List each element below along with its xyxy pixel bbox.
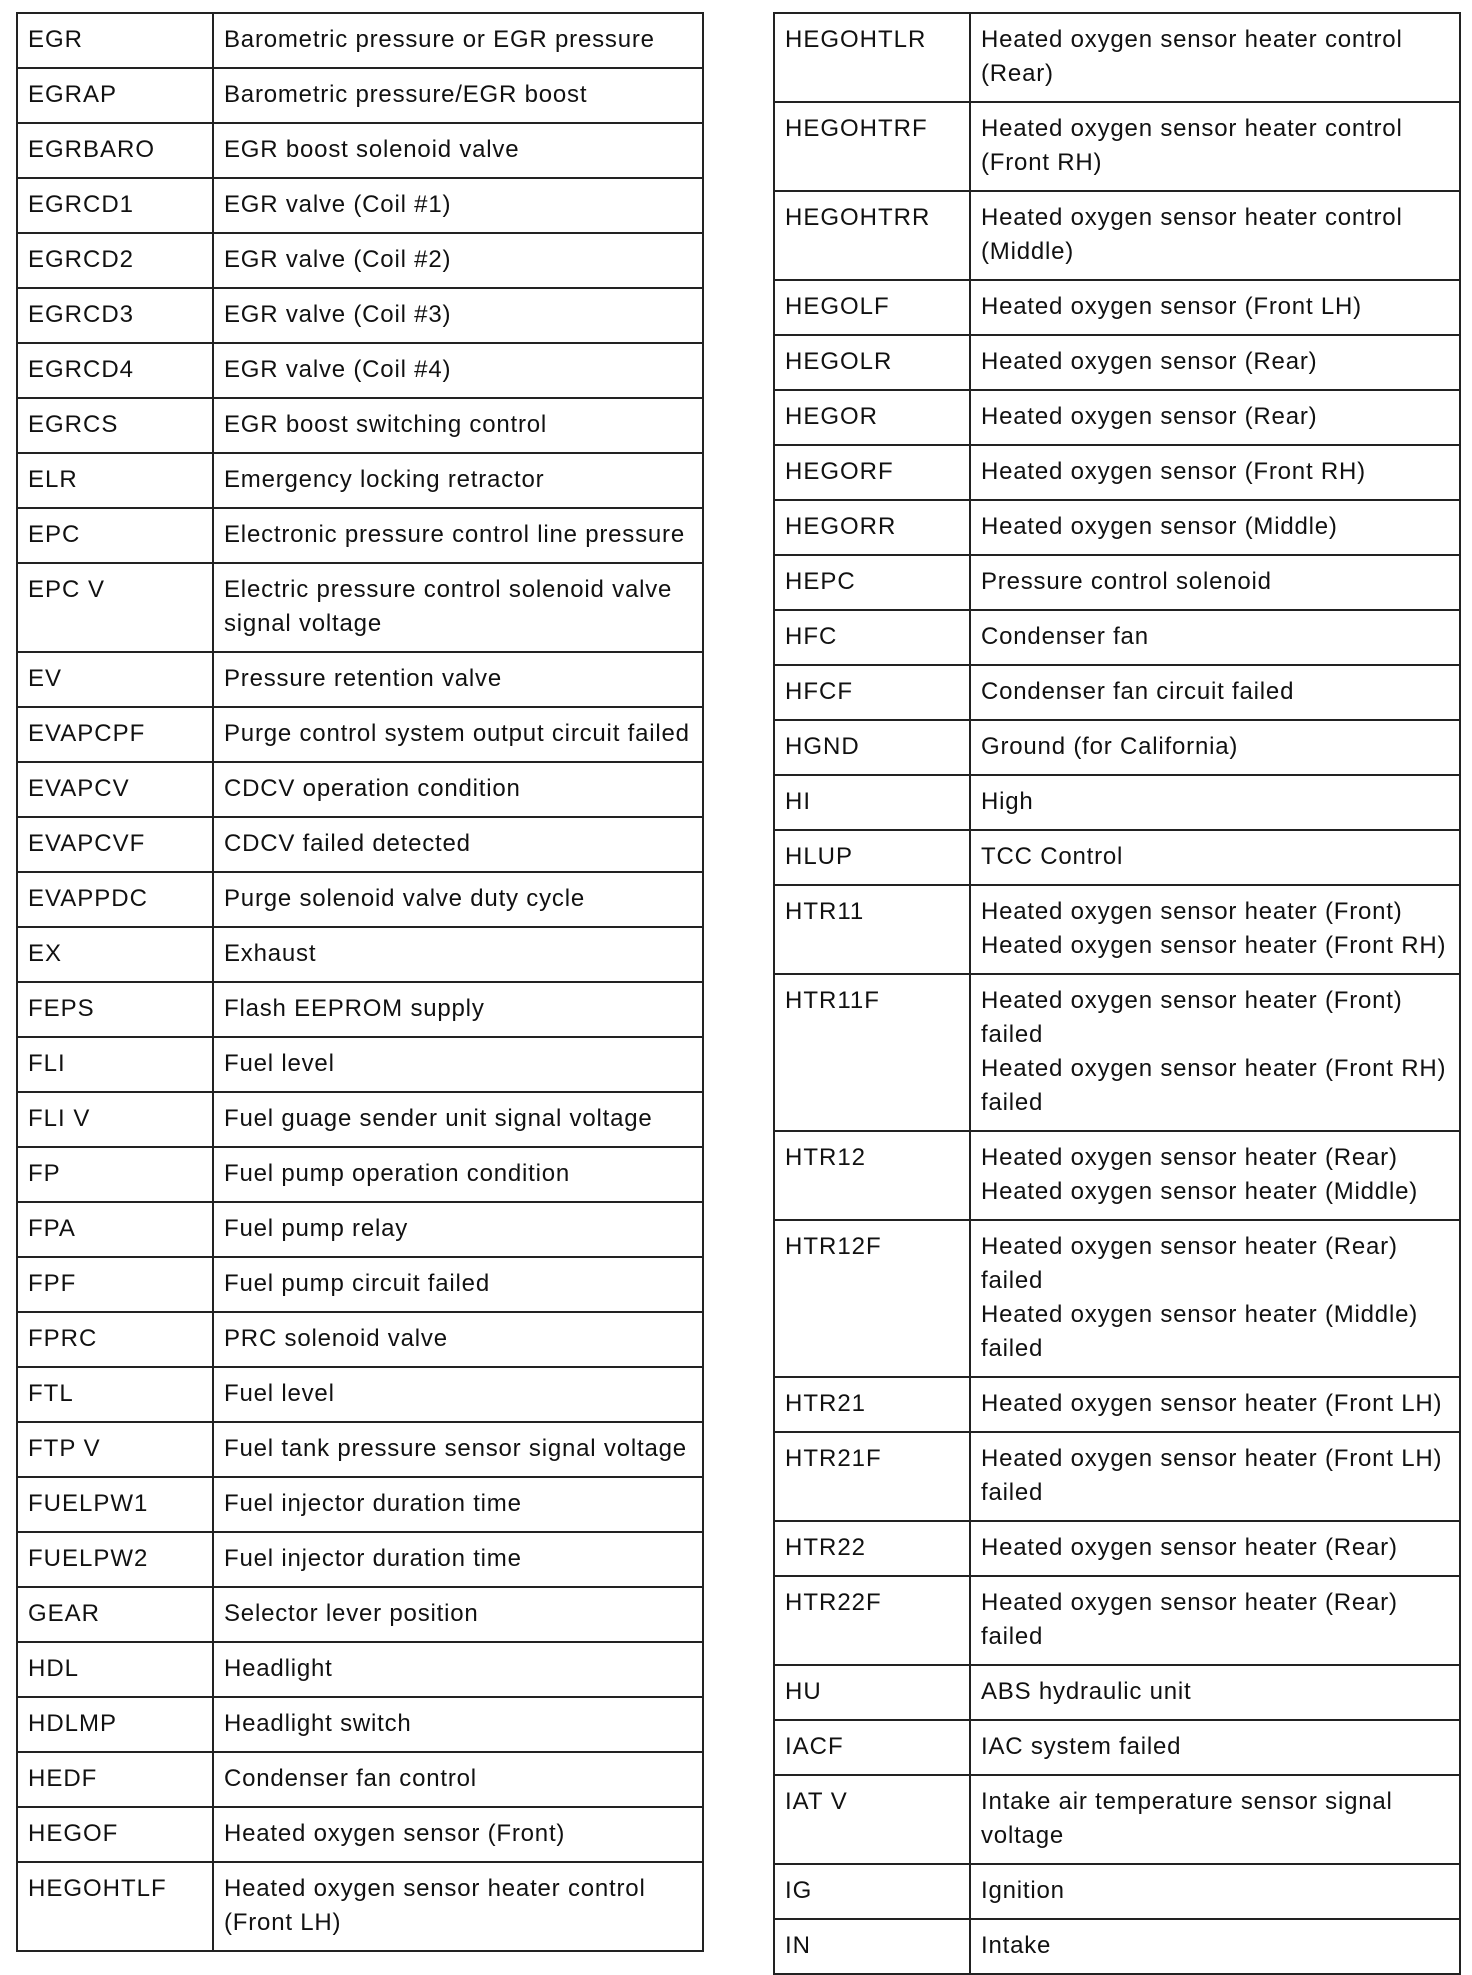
- abbreviation-cell: FP: [17, 1147, 213, 1202]
- table-row: [17, 508, 703, 563]
- table-row: [774, 1919, 1460, 1974]
- abbreviation-cell: HFCF: [774, 665, 970, 720]
- abbreviation-cell: EGRAP: [17, 68, 213, 123]
- description-cell: Condenser fan circuit failed: [970, 665, 1460, 720]
- description-cell: Intake: [970, 1919, 1460, 1974]
- description-cell: Heated oxygen sensor heater control (Rear): [970, 13, 1460, 102]
- abbreviation-cell: FTL: [17, 1367, 213, 1422]
- table-row: [17, 453, 703, 508]
- abbreviation-cell: EGRCD4: [17, 343, 213, 398]
- abbreviation-cell: EGRCD1: [17, 178, 213, 233]
- description-cell: Barometric pressure/EGR boost: [213, 68, 703, 123]
- description-cell: CDCV failed detected: [213, 817, 703, 872]
- description-cell: Fuel injector duration time: [213, 1532, 703, 1587]
- table-row: [774, 1521, 1460, 1576]
- abbreviation-cell: HTR22F: [774, 1576, 970, 1665]
- description-cell: High: [970, 775, 1460, 830]
- table-row: [774, 555, 1460, 610]
- description-cell: Intake air temperature sensor signal voltage: [970, 1775, 1460, 1864]
- description-cell: TCC Control: [970, 830, 1460, 885]
- description-cell: Heated oxygen sensor (Front LH): [970, 280, 1460, 335]
- abbreviation-cell: EGR: [17, 13, 213, 68]
- description-cell: Pressure control solenoid: [970, 555, 1460, 610]
- abbreviation-table-left: [16, 12, 704, 1952]
- description-cell: Heated oxygen sensor heater (Front) Heated oxygen sensor heater (Front RH): [970, 885, 1460, 974]
- description-cell: Condenser fan: [970, 610, 1460, 665]
- abbreviation-cell: HTR12: [774, 1131, 970, 1220]
- table-row: [774, 885, 1460, 974]
- abbreviation-cell: HDLMP: [17, 1697, 213, 1752]
- abbreviation-cell: HEGOF: [17, 1807, 213, 1862]
- abbreviation-cell: EVAPCV: [17, 762, 213, 817]
- abbreviation-cell: HEGOHTLF: [17, 1862, 213, 1951]
- description-cell: Fuel tank pressure sensor signal voltage: [213, 1422, 703, 1477]
- abbreviation-cell: EPC V: [17, 563, 213, 652]
- abbreviation-cell: FEPS: [17, 982, 213, 1037]
- description-cell: Headlight: [213, 1642, 703, 1697]
- table-row: [17, 1532, 703, 1587]
- description-cell: Ground (for California): [970, 720, 1460, 775]
- description-cell: EGR boost solenoid valve: [213, 123, 703, 178]
- table-row: [17, 982, 703, 1037]
- description-cell: Heated oxygen sensor heater (Rear) failed Heated oxygen sensor heater (Middle) failed: [970, 1220, 1460, 1377]
- table-row: [17, 652, 703, 707]
- abbreviation-cell: FPF: [17, 1257, 213, 1312]
- description-cell: Heated oxygen sensor heater (Front LH): [970, 1377, 1460, 1432]
- abbreviation-cell: HFC: [774, 610, 970, 665]
- table-row: [774, 500, 1460, 555]
- abbreviation-cell: HTR22: [774, 1521, 970, 1576]
- table-row: [774, 390, 1460, 445]
- abbreviation-cell: EPC: [17, 508, 213, 563]
- description-cell: Heated oxygen sensor heater control (Front RH): [970, 102, 1460, 191]
- abbreviation-cell: FPA: [17, 1202, 213, 1257]
- table-row: [17, 762, 703, 817]
- description-cell: Exhaust: [213, 927, 703, 982]
- description-cell: Selector lever position: [213, 1587, 703, 1642]
- description-cell: EGR valve (Coil #1): [213, 178, 703, 233]
- description-cell: Flash EEPROM supply: [213, 982, 703, 1037]
- table-row: [774, 335, 1460, 390]
- abbreviation-cell: HEDF: [17, 1752, 213, 1807]
- table-row: [774, 1665, 1460, 1720]
- table-row: [17, 1752, 703, 1807]
- table-row: [774, 1131, 1460, 1220]
- description-cell: Heated oxygen sensor heater (Rear) failed: [970, 1576, 1460, 1665]
- table-row: [17, 1367, 703, 1422]
- abbreviation-cell: HEGORR: [774, 500, 970, 555]
- abbreviation-cell: EGRCS: [17, 398, 213, 453]
- description-cell: Ignition: [970, 1864, 1460, 1919]
- description-cell: Fuel level: [213, 1037, 703, 1092]
- abbreviation-cell: EGRCD2: [17, 233, 213, 288]
- description-cell: Heated oxygen sensor heater (Rear) Heated oxygen sensor heater (Middle): [970, 1131, 1460, 1220]
- abbreviation-cell: EX: [17, 927, 213, 982]
- description-cell: Barometric pressure or EGR pressure: [213, 13, 703, 68]
- abbreviation-cell: IACF: [774, 1720, 970, 1775]
- abbreviation-cell: EVAPPDC: [17, 872, 213, 927]
- abbreviation-cell: FTP V: [17, 1422, 213, 1477]
- description-cell: Electric pressure control solenoid valve signal voltage: [213, 563, 703, 652]
- abbreviation-cell: EV: [17, 652, 213, 707]
- table-row: [774, 1720, 1460, 1775]
- abbreviation-cell: HGND: [774, 720, 970, 775]
- table-row: [17, 1147, 703, 1202]
- table-row: [17, 1202, 703, 1257]
- description-cell: EGR boost switching control: [213, 398, 703, 453]
- table-row: [774, 445, 1460, 500]
- abbreviation-cell: HEGOR: [774, 390, 970, 445]
- table-row: [17, 872, 703, 927]
- description-cell: Emergency locking retractor: [213, 453, 703, 508]
- abbreviation-cell: FUELPW1: [17, 1477, 213, 1532]
- abbreviation-cell: HLUP: [774, 830, 970, 885]
- table-row: [17, 1642, 703, 1697]
- table-row: [774, 1377, 1460, 1432]
- description-cell: Fuel pump circuit failed: [213, 1257, 703, 1312]
- abbreviation-table-right: [773, 12, 1461, 1975]
- table-row: [774, 974, 1460, 1131]
- table-row: [17, 288, 703, 343]
- table-row: [17, 123, 703, 178]
- description-cell: Heated oxygen sensor (Middle): [970, 500, 1460, 555]
- table-row: [17, 927, 703, 982]
- description-cell: EGR valve (Coil #3): [213, 288, 703, 343]
- abbreviation-cell: HTR21: [774, 1377, 970, 1432]
- description-cell: ABS hydraulic unit: [970, 1665, 1460, 1720]
- description-cell: Fuel pump operation condition: [213, 1147, 703, 1202]
- table-row: [774, 775, 1460, 830]
- table-row: [774, 191, 1460, 280]
- table-row: [17, 1037, 703, 1092]
- description-cell: EGR valve (Coil #4): [213, 343, 703, 398]
- abbreviation-cell: HEGORF: [774, 445, 970, 500]
- description-cell: Heated oxygen sensor heater control (Middle): [970, 191, 1460, 280]
- abbreviation-cell: ELR: [17, 453, 213, 508]
- abbreviation-cell: HEGOHTRF: [774, 102, 970, 191]
- description-cell: Headlight switch: [213, 1697, 703, 1752]
- abbreviation-cell: HTR12F: [774, 1220, 970, 1377]
- abbreviation-cell: HEPC: [774, 555, 970, 610]
- abbreviation-cell: IAT V: [774, 1775, 970, 1864]
- table-row: [17, 707, 703, 762]
- abbreviation-cell: GEAR: [17, 1587, 213, 1642]
- abbreviation-cell: IN: [774, 1919, 970, 1974]
- description-cell: Electronic pressure control line pressure: [213, 508, 703, 563]
- table-row: [774, 1864, 1460, 1919]
- description-cell: Fuel pump relay: [213, 1202, 703, 1257]
- description-cell: Heated oxygen sensor (Rear): [970, 390, 1460, 445]
- abbreviation-cell: FLI V: [17, 1092, 213, 1147]
- description-cell: Heated oxygen sensor heater control (Front LH): [213, 1862, 703, 1951]
- abbreviation-cell: FPRC: [17, 1312, 213, 1367]
- table-row: [17, 398, 703, 453]
- table-row: [17, 1477, 703, 1532]
- table-row: [774, 610, 1460, 665]
- table-row: [774, 1432, 1460, 1521]
- description-cell: Pressure retention valve: [213, 652, 703, 707]
- description-cell: PRC solenoid valve: [213, 1312, 703, 1367]
- table-row: [17, 178, 703, 233]
- description-cell: Purge control system output circuit failed: [213, 707, 703, 762]
- description-cell: Heated oxygen sensor heater (Front) failed Heated oxygen sensor heater (Front RH) failed: [970, 974, 1460, 1131]
- table-row: [774, 13, 1460, 102]
- table-row: [17, 68, 703, 123]
- table-row: [774, 1775, 1460, 1864]
- abbreviation-cell: FLI: [17, 1037, 213, 1092]
- abbreviation-cell: HTR11: [774, 885, 970, 974]
- table-body: [17, 13, 703, 1951]
- table-row: [17, 1807, 703, 1862]
- abbreviation-cell: HDL: [17, 1642, 213, 1697]
- table-row: [774, 1220, 1460, 1377]
- table-row: [17, 1312, 703, 1367]
- description-cell: Condenser fan control: [213, 1752, 703, 1807]
- description-cell: Heated oxygen sensor (Front RH): [970, 445, 1460, 500]
- description-cell: Purge solenoid valve duty cycle: [213, 872, 703, 927]
- abbreviation-cell: EVAPCPF: [17, 707, 213, 762]
- abbreviation-cell: HTR21F: [774, 1432, 970, 1521]
- abbreviation-cell: HEGOLF: [774, 280, 970, 335]
- table-row: [774, 830, 1460, 885]
- abbreviation-cell: EGRBARO: [17, 123, 213, 178]
- description-cell: IAC system failed: [970, 1720, 1460, 1775]
- description-cell: CDCV operation condition: [213, 762, 703, 817]
- table-row: [17, 343, 703, 398]
- abbreviation-cell: IG: [774, 1864, 970, 1919]
- abbreviation-cell: HTR11F: [774, 974, 970, 1131]
- table-row: [17, 1422, 703, 1477]
- table-row: [17, 1257, 703, 1312]
- table-row: [774, 1576, 1460, 1665]
- table-body: [774, 13, 1460, 1974]
- description-cell: Heated oxygen sensor (Front): [213, 1807, 703, 1862]
- description-cell: EGR valve (Coil #2): [213, 233, 703, 288]
- table-row: [17, 1862, 703, 1951]
- abbreviation-cell: HEGOLR: [774, 335, 970, 390]
- abbreviation-cell: HEGOHTLR: [774, 13, 970, 102]
- description-cell: Heated oxygen sensor heater (Rear): [970, 1521, 1460, 1576]
- table-row: [17, 13, 703, 68]
- description-cell: Fuel level: [213, 1367, 703, 1422]
- abbreviation-cell: HU: [774, 1665, 970, 1720]
- description-cell: Heated oxygen sensor (Rear): [970, 335, 1460, 390]
- table-row: [17, 563, 703, 652]
- table-row: [774, 665, 1460, 720]
- description-cell: Heated oxygen sensor heater (Front LH) failed: [970, 1432, 1460, 1521]
- description-cell: Fuel injector duration time: [213, 1477, 703, 1532]
- table-row: [17, 1697, 703, 1752]
- abbreviation-cell: FUELPW2: [17, 1532, 213, 1587]
- table-row: [17, 233, 703, 288]
- table-row: [774, 102, 1460, 191]
- abbreviation-cell: EGRCD3: [17, 288, 213, 343]
- table-row: [774, 280, 1460, 335]
- table-row: [17, 817, 703, 872]
- abbreviation-cell: HI: [774, 775, 970, 830]
- description-cell: Fuel guage sender unit signal voltage: [213, 1092, 703, 1147]
- abbreviation-cell: EVAPCVF: [17, 817, 213, 872]
- table-row: [774, 720, 1460, 775]
- table-row: [17, 1587, 703, 1642]
- abbreviation-cell: HEGOHTRR: [774, 191, 970, 280]
- table-row: [17, 1092, 703, 1147]
